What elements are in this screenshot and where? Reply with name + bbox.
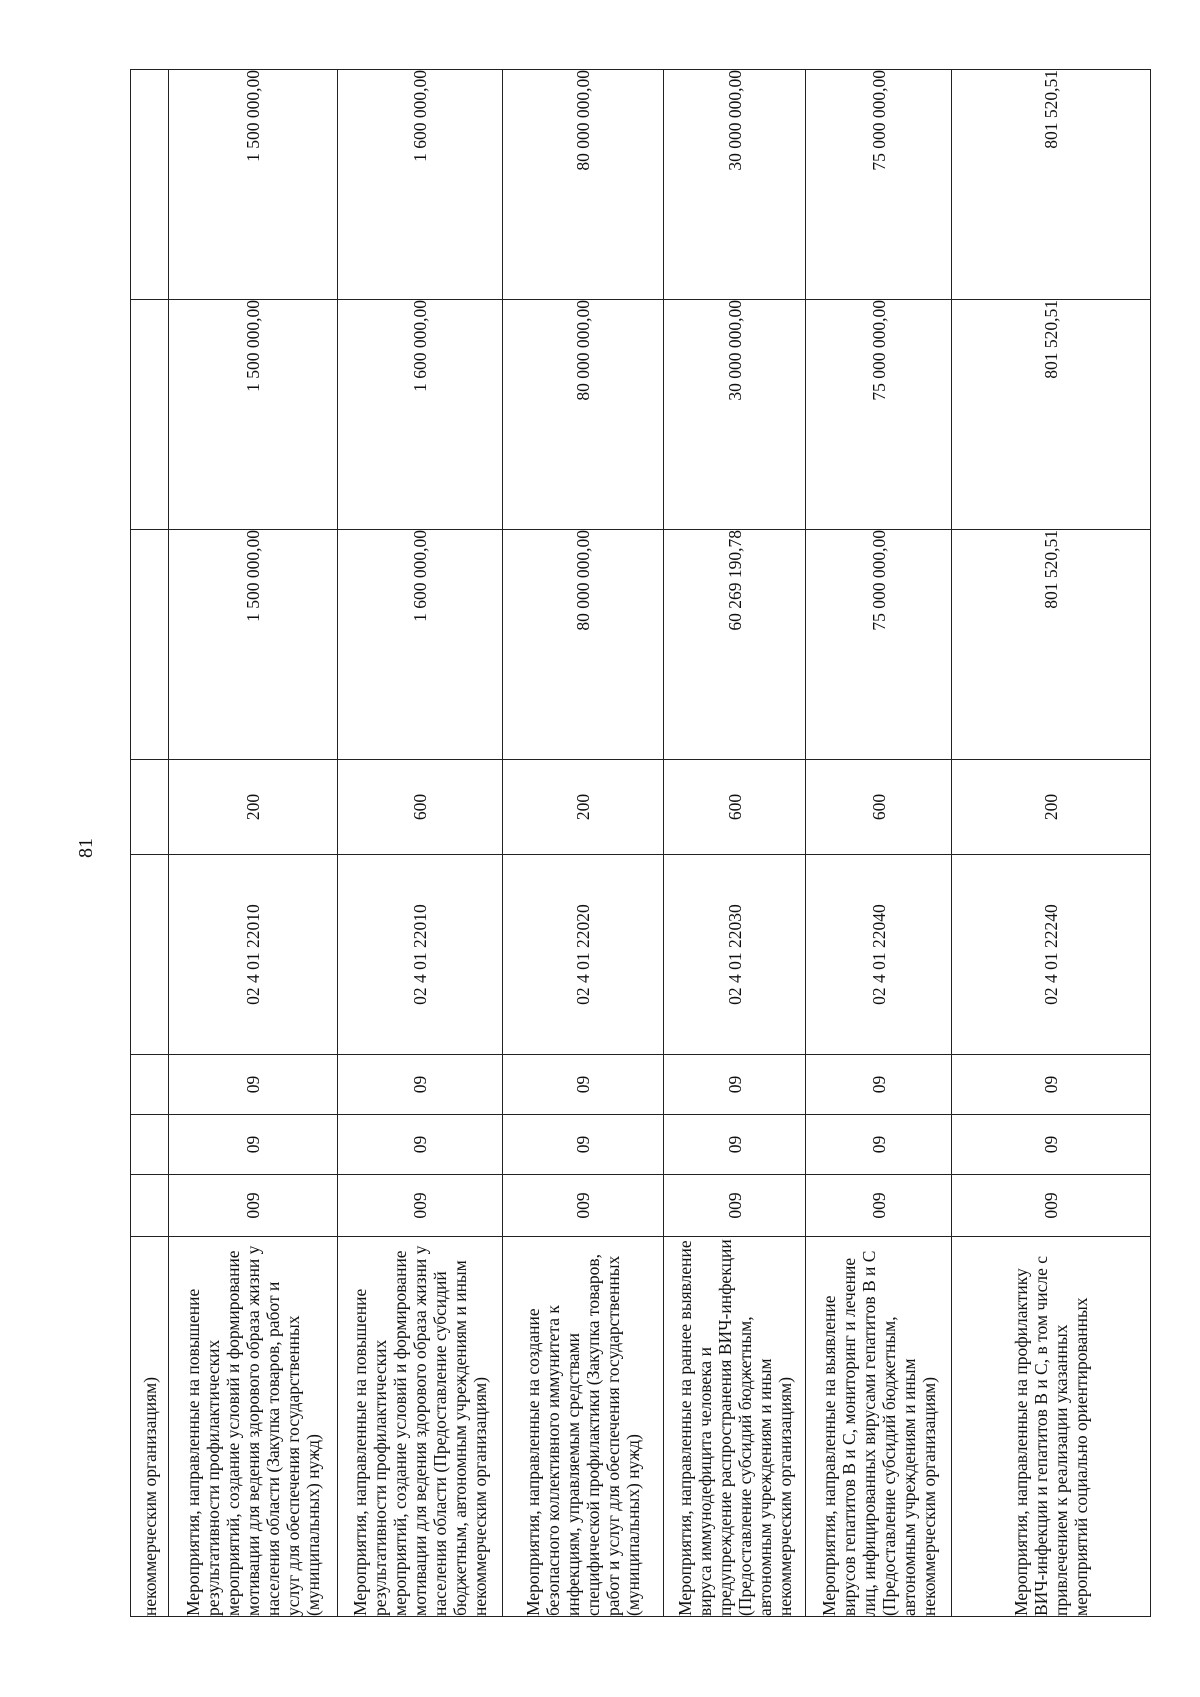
section-code-cell: 09 <box>338 1115 503 1175</box>
description-cell: Мероприятия, направленные на выявление вирусов гепатитов В и С, мониторинг и лечение лиц, инфицированных вирусами гепатитов В и С (Предоставление субсидий бюджетным, автономным учреждениям и иным некоммерческим организациям) <box>806 1237 952 1617</box>
target-article-cell: 02 4 01 22010 <box>169 855 338 1055</box>
description-cell: Мероприятия, направленные на создание безопасного коллективного иммунитета к инфекциям, управляемым средствами специфической профилактики (Закупка товаров, работ и услуг для обеспечения государственных (муниципальных) нужд) <box>503 1237 664 1617</box>
amount-year-2-cell: 1 600 000,00 <box>338 300 503 530</box>
amount-year-3-cell: 75 000 000,00 <box>806 70 952 300</box>
amount-year-2-cell: 1 500 000,00 <box>169 300 338 530</box>
table-row <box>169 70 338 1617</box>
ministry-code-cell: 009 <box>664 1175 806 1237</box>
rotated-table-container <box>130 70 1150 1617</box>
description-cell: Мероприятия, направленные на профилактику ВИЧ-инфекции и гепатитов В и С, в том числе с привлечением к реализации указанных мероприятий социально ориентированных <box>952 1237 1151 1617</box>
amount-year-3-cell: 1 600 000,00 <box>338 70 503 300</box>
ministry-code-cell: 009 <box>169 1175 338 1237</box>
expense-type-cell: 600 <box>806 760 952 855</box>
amount-year-1-cell <box>131 530 169 760</box>
amount-year-1-cell: 801 520,51 <box>952 530 1151 760</box>
subsection-code-cell <box>131 1055 169 1115</box>
section-code-cell: 09 <box>664 1115 806 1175</box>
subsection-code-cell: 09 <box>503 1055 664 1115</box>
description-cell: Мероприятия, направленные на раннее выявление вируса иммунодефицита человека и предупреждение распространения ВИЧ-инфекции (Предоставление субсидий бюджетным, автономным учреждениям и иным некоммерческим организациям) <box>664 1237 806 1617</box>
table-row <box>503 70 664 1617</box>
amount-year-3-cell <box>131 70 169 300</box>
amount-year-2-cell <box>131 300 169 530</box>
target-article-cell: 02 4 01 22030 <box>664 855 806 1055</box>
table-row <box>338 70 503 1617</box>
target-article-cell: 02 4 01 22010 <box>338 855 503 1055</box>
table-row <box>131 70 169 1617</box>
amount-year-1-cell: 1 600 000,00 <box>338 530 503 760</box>
amount-year-1-cell: 75 000 000,00 <box>806 530 952 760</box>
table-row <box>664 70 806 1617</box>
expense-type-cell <box>131 760 169 855</box>
section-code-cell <box>131 1115 169 1175</box>
ministry-code-cell: 009 <box>503 1175 664 1237</box>
section-code-cell: 09 <box>806 1115 952 1175</box>
page-number: 81 <box>75 838 97 858</box>
amount-year-3-cell: 80 000 000,00 <box>503 70 664 300</box>
section-code-cell: 09 <box>169 1115 338 1175</box>
ministry-code-cell: 009 <box>806 1175 952 1237</box>
expense-type-cell: 200 <box>169 760 338 855</box>
subsection-code-cell: 09 <box>806 1055 952 1115</box>
budget-table <box>130 69 1151 1617</box>
amount-year-3-cell: 1 500 000,00 <box>169 70 338 300</box>
description-cell: некоммерческим организациям) <box>131 1237 169 1617</box>
ministry-code-cell: 009 <box>952 1175 1151 1237</box>
ministry-code-cell <box>131 1175 169 1237</box>
amount-year-2-cell: 75 000 000,00 <box>806 300 952 530</box>
table-row <box>806 70 952 1617</box>
target-article-cell: 02 4 01 22040 <box>806 855 952 1055</box>
amount-year-3-cell: 801 520,51 <box>952 70 1151 300</box>
subsection-code-cell: 09 <box>952 1055 1151 1115</box>
expense-type-cell: 600 <box>664 760 806 855</box>
target-article-cell: 02 4 01 22020 <box>503 855 664 1055</box>
target-article-cell <box>131 855 169 1055</box>
amount-year-2-cell: 30 000 000,00 <box>664 300 806 530</box>
expense-type-cell: 600 <box>338 760 503 855</box>
subsection-code-cell: 09 <box>664 1055 806 1115</box>
amount-year-1-cell: 1 500 000,00 <box>169 530 338 760</box>
amount-year-2-cell: 801 520,51 <box>952 300 1151 530</box>
amount-year-3-cell: 30 000 000,00 <box>664 70 806 300</box>
description-cell: Мероприятия, направленные на повышение результативности профилактических мероприятий, создание условий и формирование мотивации для ведения здорового образа жизни у населения области (Предоставление субсидий бюджетным, автономным учреждениям и иным некоммерческим организациям) <box>338 1237 503 1617</box>
description-cell: Мероприятия, направленные на повышение результативности профилактических мероприятий, создание условий и формирование мотивации для ведения здорового образа жизни у населения области (Закупка товаров, работ и услуг для обеспечения государственных (муниципальных) нужд) <box>169 1237 338 1617</box>
section-code-cell: 09 <box>503 1115 664 1175</box>
amount-year-1-cell: 60 269 190,78 <box>664 530 806 760</box>
ministry-code-cell: 009 <box>338 1175 503 1237</box>
subsection-code-cell: 09 <box>169 1055 338 1115</box>
target-article-cell: 02 4 01 22240 <box>952 855 1151 1055</box>
subsection-code-cell: 09 <box>338 1055 503 1115</box>
table-row <box>952 70 1151 1617</box>
amount-year-1-cell: 80 000 000,00 <box>503 530 664 760</box>
expense-type-cell: 200 <box>503 760 664 855</box>
section-code-cell: 09 <box>952 1115 1151 1175</box>
amount-year-2-cell: 80 000 000,00 <box>503 300 664 530</box>
expense-type-cell: 200 <box>952 760 1151 855</box>
